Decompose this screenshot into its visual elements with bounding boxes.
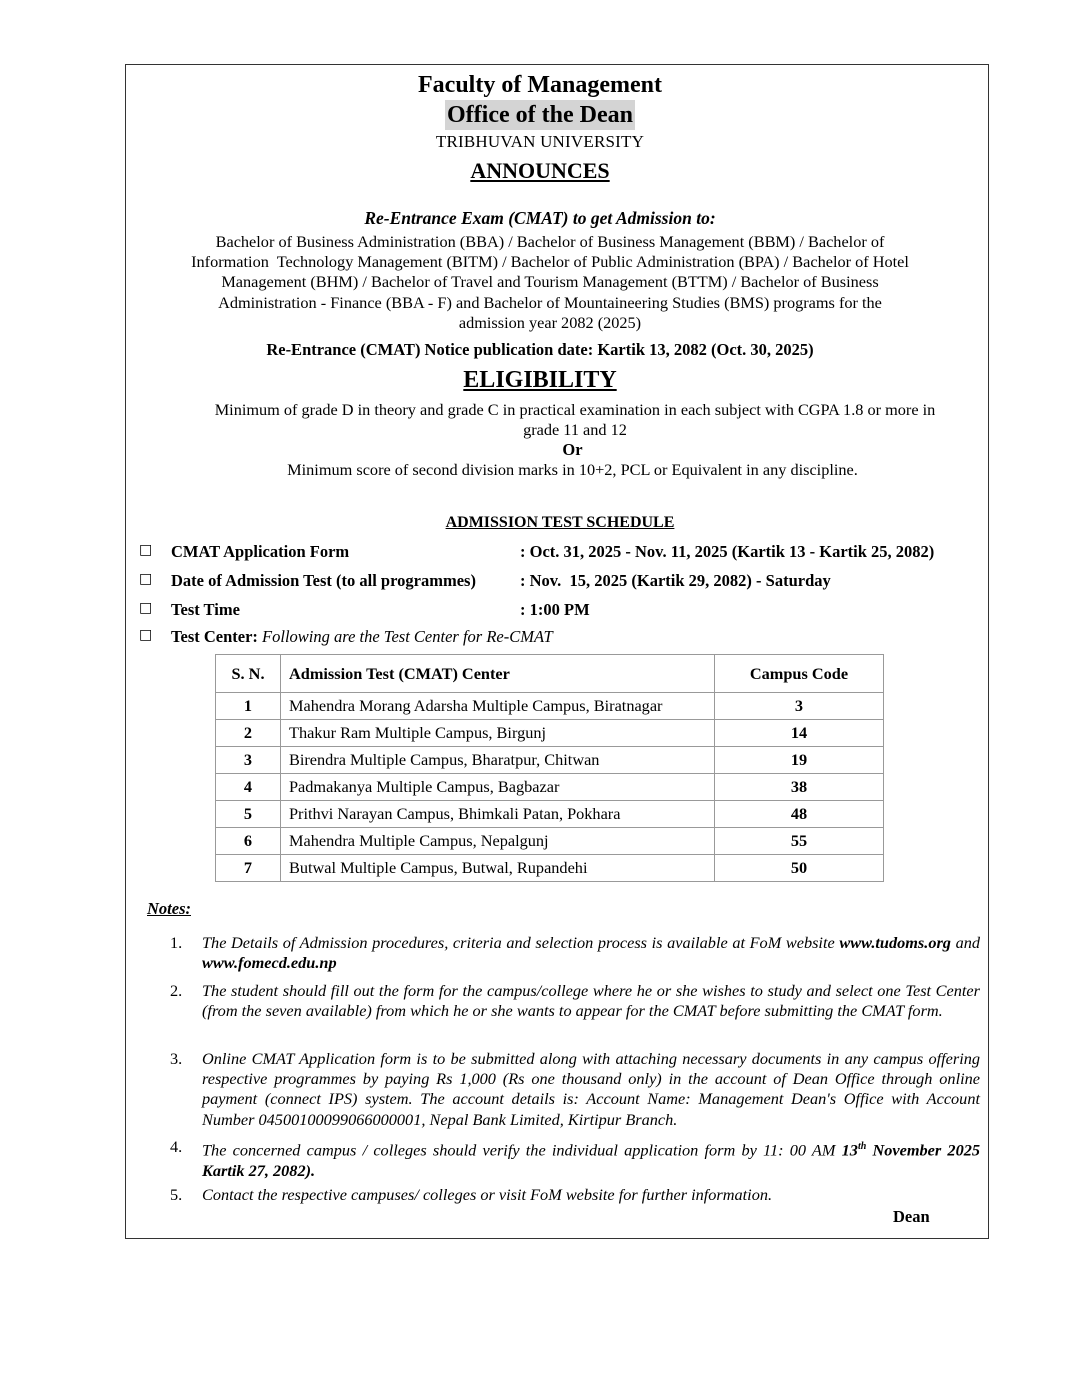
- note-text: Online CMAT Application form is to be submitted along with attaching necessary documents in any campus offering respective programmes by paying Rs 1,000 (Rs one thousand only) in the account of Dean Office through online payment (connect IPS) system. The account details is: Account Name: Management Dean's Office with Account Number 04500100099066000001, Nepal Bank Limited, Kirtipur Branch.: [202, 1049, 980, 1129]
- programs-line: Bachelor of Business Administration (BBA) / Bachelor of Business Management (BBM) / Bachelor of: [215, 232, 885, 251]
- cell-sn: 7: [216, 855, 281, 882]
- cell-center: Thakur Ram Multiple Campus, Birgunj: [281, 720, 715, 747]
- cell-sn: 2: [216, 720, 281, 747]
- eligibility-criteria-1: [170, 400, 980, 440]
- signature-dean: Dean: [893, 1207, 930, 1226]
- cell-code: 3: [715, 693, 884, 720]
- programs-line: Administration - Finance (BBA - F) and Bachelor of Mountaineering Studies (BMS) programs for the: [218, 292, 882, 312]
- schedule-label: Test Time: [171, 600, 240, 619]
- schedule-value: : Oct. 31, 2025 - Nov. 11, 2025 (Kartik 13 - Kartik 25, 2082): [520, 542, 935, 561]
- cell-center: Padmakanya Multiple Campus, Bagbazar: [281, 774, 715, 801]
- note-item-3: [170, 1049, 980, 1130]
- test-centers-table: [215, 654, 884, 882]
- note-text: [202, 1137, 980, 1181]
- note-number: 3.: [170, 1049, 183, 1068]
- cell-sn: 4: [216, 774, 281, 801]
- eligibility-criteria-1-line: grade 11 and 12: [523, 420, 627, 439]
- notice-publication-date: Re-Entrance (CMAT) Notice publication date: Kartik 13, 2082 (Oct. 30, 2025): [266, 340, 814, 359]
- note-day-suffix: th: [857, 1141, 867, 1152]
- office-heading-wrap: [0, 100, 1080, 130]
- header-sn: S. N.: [216, 655, 281, 693]
- cell-code: 48: [715, 801, 884, 828]
- schedule-value: : Nov. 15, 2025 (Kartik 29, 2082) - Saturday: [520, 571, 831, 590]
- table-row: [216, 774, 884, 801]
- note-and: and: [955, 933, 980, 952]
- note-item-4: [170, 1137, 980, 1181]
- note-text-main: The Details of Admission procedures, criteria and selection process is available at FoM website: [202, 933, 835, 952]
- website-link-tudoms[interactable]: www.tudoms.org: [839, 933, 951, 952]
- note-number: 5.: [170, 1185, 183, 1204]
- note-day: 13: [841, 1140, 858, 1160]
- cell-sn: 3: [216, 747, 281, 774]
- schedule-label: [171, 627, 553, 647]
- cell-center: Mahendra Morang Adarsha Multiple Campus, Biratnagar: [281, 693, 715, 720]
- note-text: Contact the respective campuses/ colleges or visit FoM website for further information.: [202, 1185, 773, 1204]
- note-item-2: [170, 981, 980, 1021]
- schedule-label: CMAT Application Form: [171, 542, 350, 561]
- checkbox-bullet-icon: □: [139, 627, 153, 643]
- cell-code: 55: [715, 828, 884, 855]
- cell-code: 50: [715, 855, 884, 882]
- office-heading: Office of the Dean: [447, 102, 633, 128]
- note-date-rest: November 2025 Kartik 27, 2082).: [202, 1140, 980, 1180]
- checkbox-bullet-icon: □: [139, 542, 153, 558]
- table-header-row: [216, 655, 884, 693]
- note-text: [202, 933, 980, 973]
- cell-center: Mahendra Multiple Campus, Nepalgunj: [281, 828, 715, 855]
- cell-sn: 6: [216, 828, 281, 855]
- cell-center: Prithvi Narayan Campus, Bhimkali Patan, Pokhara: [281, 801, 715, 828]
- table-row: [216, 801, 884, 828]
- cell-center: Butwal Multiple Campus, Butwal, Rupandehi: [281, 855, 715, 882]
- eligibility-criteria-2: Minimum score of second division marks in 10+2, PCL or Equivalent in any discipline.: [287, 460, 858, 479]
- header-center: Admission Test (CMAT) Center: [281, 655, 715, 693]
- programs-line: admission year 2082 (2025): [458, 312, 642, 332]
- checkbox-bullet-icon: □: [139, 571, 153, 587]
- university-name: TRIBHUVAN UNIVERSITY: [435, 132, 645, 151]
- note-item-5: [170, 1185, 980, 1205]
- programs-paragraph: [150, 232, 950, 333]
- schedule-heading: ADMISSION TEST SCHEDULE: [445, 514, 675, 531]
- notes-heading: Notes:: [147, 899, 191, 918]
- note-number: 4.: [170, 1137, 183, 1156]
- note-number: 1.: [170, 933, 183, 952]
- table-row: [216, 747, 884, 774]
- note-text: The student should fill out the form for the campus/college where he or she wishes to study and select one Test Center (from the seven available) from which he or she wants to appear for the CMAT before submitting the CMAT form.: [202, 981, 980, 1021]
- table-row: [216, 828, 884, 855]
- eligibility-or: Or: [562, 440, 583, 459]
- eligibility-criteria-1-line: Minimum of grade D in theory and grade C in practical examination in each subject with CGPA 1.8 or more in: [214, 400, 936, 419]
- table-row: [216, 720, 884, 747]
- cell-center: Birendra Multiple Campus, Bharatpur, Chitwan: [281, 747, 715, 774]
- cell-sn: 5: [216, 801, 281, 828]
- programs-line: Management (BHM) / Bachelor of Travel and Tourism Management (BTTM) / Bachelor of Business: [221, 272, 879, 292]
- checkbox-bullet-icon: □: [139, 600, 153, 616]
- test-center-text: Following are the Test Center for Re-CMAT: [262, 627, 553, 646]
- schedule-value: : 1:00 PM: [520, 600, 590, 619]
- website-link-fomecd[interactable]: www.fomecd.edu.np: [202, 953, 337, 973]
- eligibility-heading: ELIGIBILITY: [463, 367, 617, 393]
- note-text-main: The concerned campus / colleges should verify the individual application form by 11: 00 AM: [202, 1140, 836, 1160]
- cell-code: 19: [715, 747, 884, 774]
- programs-line: Information Technology Management (BITM) / Bachelor of Public Administration (BPA) / Bachelor of Hotel: [191, 252, 909, 272]
- announces-heading: ANNOUNCES: [470, 158, 610, 183]
- test-center-label: Test Center:: [171, 627, 258, 646]
- table-row: [216, 855, 884, 882]
- note-item-1: [170, 933, 980, 973]
- table-row: [216, 693, 884, 720]
- faculty-heading: Faculty of Management: [418, 72, 662, 98]
- note-number: 2.: [170, 981, 183, 1000]
- cell-code: 14: [715, 720, 884, 747]
- header-campus-code: Campus Code: [715, 655, 884, 693]
- schedule-label: Date of Admission Test (to all programmes): [171, 571, 476, 590]
- cell-code: 38: [715, 774, 884, 801]
- exam-subtitle: Re-Entrance Exam (CMAT) to get Admission to:: [364, 208, 716, 228]
- cell-sn: 1: [216, 693, 281, 720]
